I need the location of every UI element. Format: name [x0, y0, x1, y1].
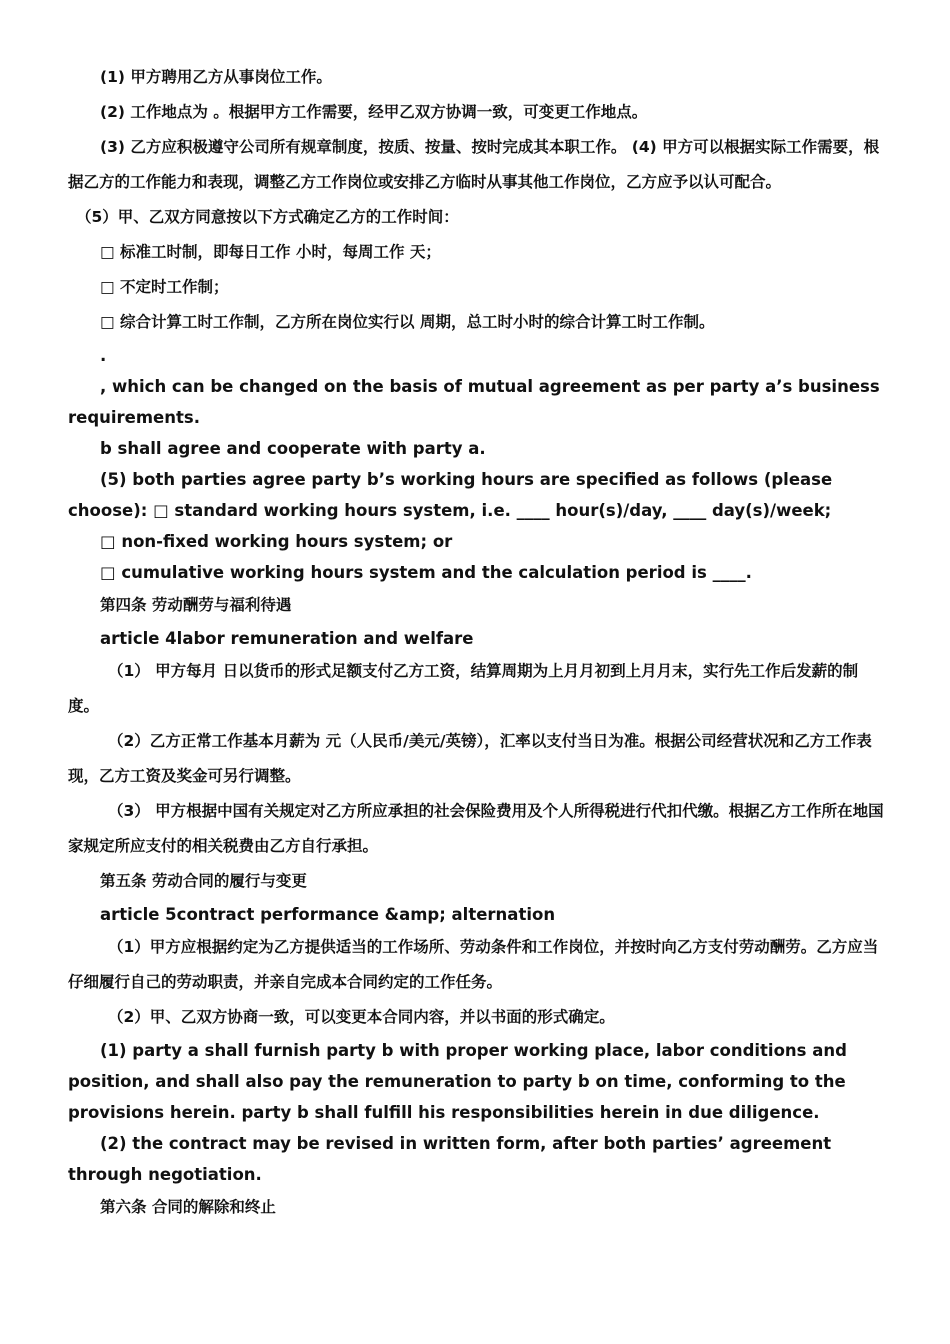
article-5-clause-2-zh: （2）甲、乙双方协商一致，可以变更本合同内容，并以书面的形式确定。 — [108, 1008, 615, 1026]
paragraph-en-cooperate: b shall agree and cooperate with party a. — [100, 439, 486, 458]
paragraph-2: (2) 工作地点为 。根据甲方工作需要，经甲乙双方协调一致，可变更工作地点。 — [100, 103, 648, 121]
paragraph-en-working-hours: (5) both parties agree party b’s working hours are specified as follows (please choose): □ standard working hours system, i.e. ____ hour(s)/day, ____ day(s)/week; — [68, 470, 833, 520]
checkbox-option-non-fixed-hours: □ 不定时工作制； — [100, 278, 229, 296]
article-5-heading-zh: 第五条 劳动合同的履行与变更 — [100, 872, 307, 890]
checkbox-option-standard-hours: □ 标准工时制，即每日工作 小时，每周工作 天； — [100, 243, 441, 261]
paragraph-4: （5）甲、乙双方同意按以下方式确定乙方的工作时间： — [76, 208, 459, 226]
paragraph-dot: . — [100, 346, 107, 365]
article-4-clause-3: （3） 甲方根据中国有关规定对乙方所应承担的社会保险费用及个人所得税进行代扣代缴。根据乙方工作所在地国家规定所应支付的相关税费由乙方自行承担。 — [68, 802, 884, 855]
article-4-clause-2: （2）乙方正常工作基本月薪为 元（人民币/美元/英镑），汇率以支付当日为准。根据公司经营状况和乙方工作表现，乙方工资及奖金可另行调整。 — [68, 732, 872, 785]
paragraph-1: (1) 甲方聘用乙方从事岗位工作。 — [100, 68, 332, 86]
article-5-clause-1-zh: （1）甲方应根据约定为乙方提供适当的工作场所、劳动条件和工作岗位，并按时向乙方支付劳动酬劳。乙方应当仔细履行自己的劳动职责，并亲自完成本合同约定的工作任务。 — [68, 938, 879, 991]
checkbox-option-en-non-fixed: □ non-fixed working hours system; or — [100, 532, 453, 551]
article-4-clause-1: （1） 甲方每月 日以货币的形式足额支付乙方工资，结算周期为上月月初到上月月末，实行先工作后发薪的制度。 — [68, 662, 859, 715]
article-4-heading-en: article 4labor remuneration and welfare — [100, 629, 474, 648]
article-6-heading-zh: 第六条 合同的解除和终止 — [100, 1198, 276, 1216]
article-5-heading-en: article 5contract performance &amp; alternation — [100, 905, 556, 924]
paragraph-3: (3) 乙方应积极遵守公司所有规章制度，按质、按量、按时完成其本职工作。 (4) 甲方可以根据实际工作需要，根据乙方的工作能力和表现，调整乙方工作岗位或安排乙方临时从事其他工作岗位，乙方应予以认可配合。 — [68, 138, 880, 191]
paragraph-en-workplace: , which can be changed on the basis of mutual agreement as per party a’s business requirements. — [68, 377, 880, 427]
document-page — [68, 60, 886, 1225]
article-4-heading-zh: 第四条 劳动酬劳与福利待遇 — [100, 596, 292, 614]
checkbox-option-cumulative-hours: □ 综合计算工时工作制，乙方所在岗位实行以 周期，总工时小时的综合计算工时工作制。 — [100, 313, 715, 331]
article-5-clause-1-en: (1) party a shall furnish party b with proper working place, labor conditions and position, and shall also pay the remuneration to party b on time, conforming to the provisions herein. party b shall fulfill his responsibilities herein in due diligence. — [68, 1041, 847, 1122]
checkbox-option-en-cumulative: □ cumulative working hours system and the calculation period is ____. — [100, 563, 752, 582]
article-5-clause-2-en: (2) the contract may be revised in written form, after both parties’ agreement through negotiation. — [68, 1134, 832, 1184]
